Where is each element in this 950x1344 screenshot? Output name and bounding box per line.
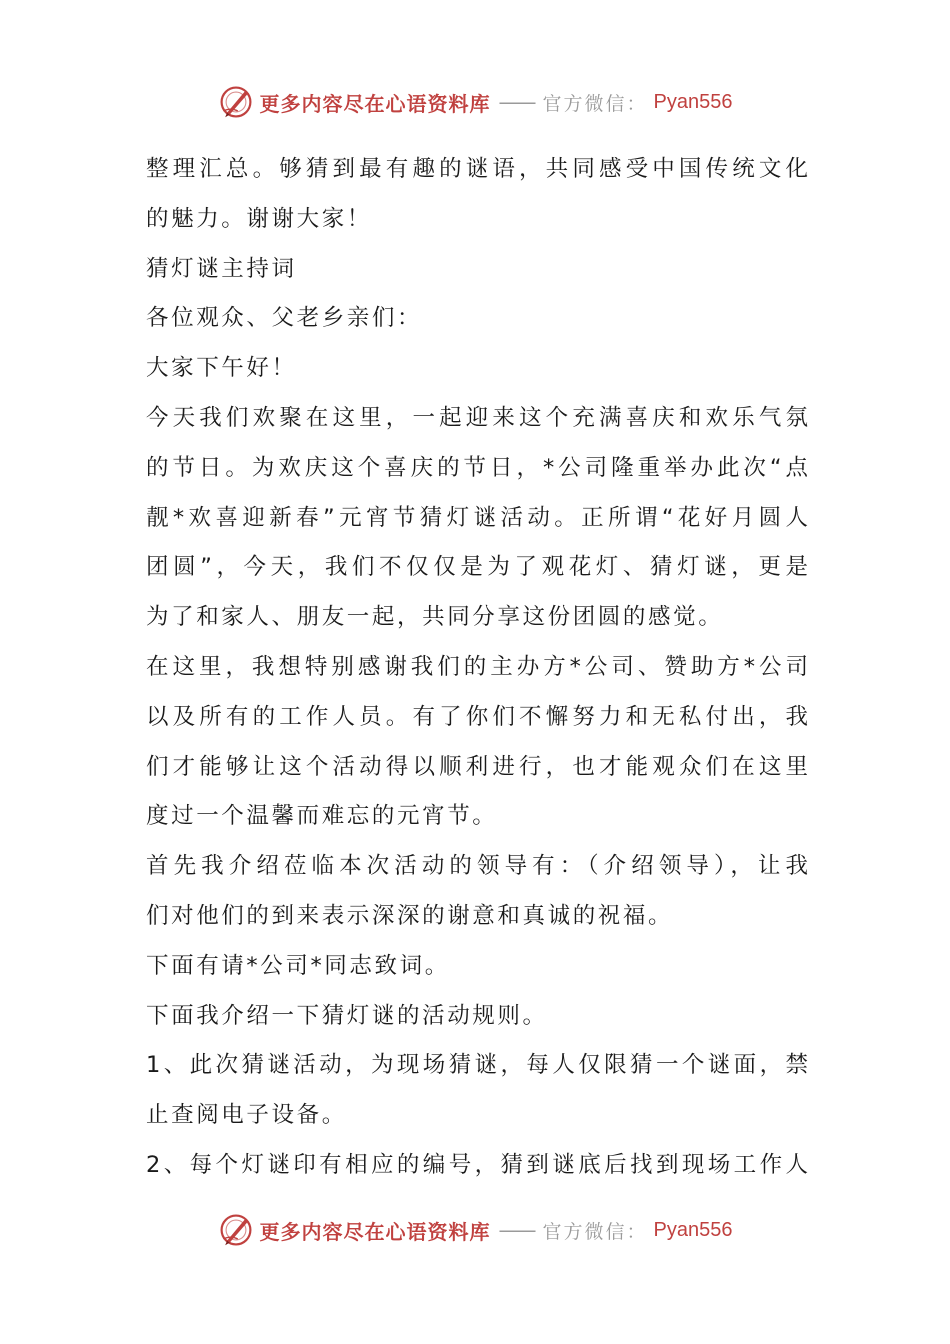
pen-circle-logo-icon: [218, 84, 254, 120]
body-line: 下面我介绍一下猜灯谜的活动规则。: [146, 1002, 548, 1029]
section-title: 猜灯谜主持词: [146, 255, 297, 282]
header-dash: ——: [498, 90, 535, 114]
footer-wechat-id: Pyan556: [653, 1218, 733, 1241]
header-brand: 更多内容尽在心语资料库: [259, 91, 491, 116]
body-line: 各位观众、父老乡亲们：: [146, 305, 423, 332]
footer-banner: [0, 1208, 950, 1252]
body-line: 今天我们欢聚在这里，一起迎来这个充满喜庆和欢乐气氛: [146, 404, 808, 431]
body-line: 下面有请*公司*同志致词。: [146, 952, 450, 979]
body-line: 度过一个温馨而难忘的元宵节。: [146, 803, 498, 830]
body-line: 以及所有的工作人员。有了你们不懈努力和无私付出，我: [146, 703, 808, 730]
footer-brand: 更多内容尽在心语资料库: [259, 1219, 491, 1244]
body-line: 靓*欢喜迎新春”元宵节猜灯谜活动。正所谓“花好月圆人: [146, 504, 808, 531]
rule-item: 1、此次猜谜活动，为现场猜谜，每人仅限猜一个谜面，禁: [146, 1052, 808, 1079]
body-line: 为了和家人、朋友一起，共同分享这份团圆的感觉。: [146, 604, 724, 631]
body-line: 的魅力。谢谢大家！: [146, 205, 372, 232]
body-line: 止查阅电子设备。: [146, 1102, 347, 1129]
body-line: 的节日。为欢庆这个喜庆的节日，*公司隆重举办此次“点: [146, 454, 808, 481]
header-label: 官方微信：: [542, 92, 648, 115]
body-line: 们才能够让这个活动得以顺利进行，也才能观众们在这里: [146, 753, 808, 780]
footer-label: 官方微信：: [542, 1220, 648, 1243]
header-wechat-id: Pyan556: [653, 90, 733, 113]
body-line: 大家下午好！: [146, 355, 297, 382]
document-body: [146, 145, 808, 1191]
body-line: 首先我介绍莅临本次活动的领导有：（介绍领导），让我: [146, 853, 808, 880]
footer-dash: ——: [498, 1218, 535, 1242]
body-line: 们对他们的到来表示深深的谢意和真诚的祝福。: [146, 902, 674, 929]
rule-item: 2、每个灯谜印有相应的编号，猜到谜底后找到现场工作人: [146, 1151, 808, 1178]
body-line: 团圆”，今天，我们不仅仅是为了观花灯、猜灯谜，更是: [146, 554, 808, 581]
body-line: 在这里，我想特别感谢我们的主办方*公司、赞助方*公司: [146, 653, 808, 680]
body-line: 整理汇总。够猜到最有趣的谜语，共同感受中国传统文化: [146, 156, 808, 182]
pen-circle-logo-icon: [218, 1212, 254, 1248]
header-banner: [0, 80, 950, 124]
